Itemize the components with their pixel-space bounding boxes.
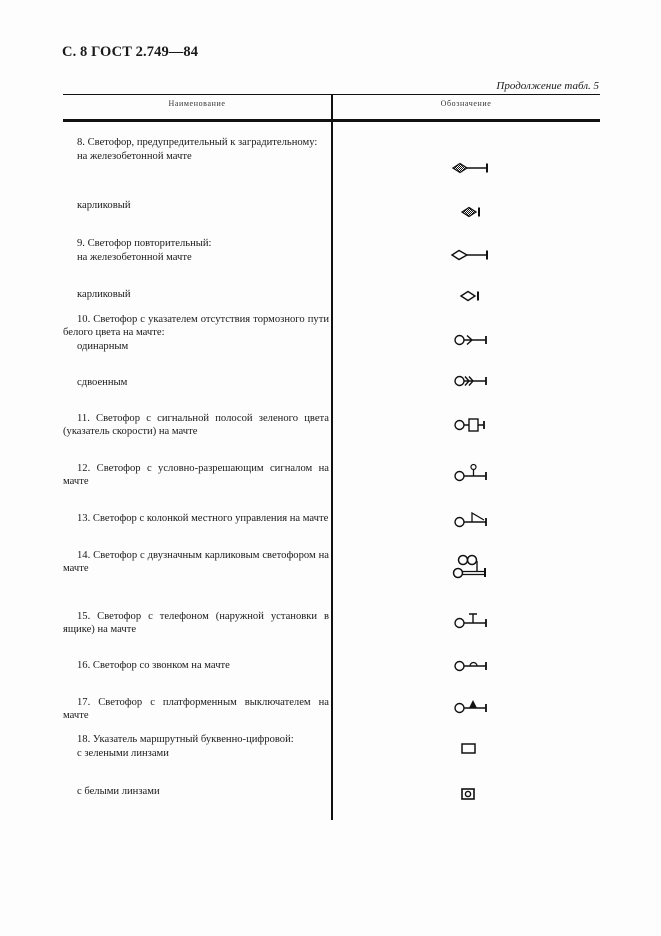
filled-diamond-dwarf-icon <box>461 206 483 218</box>
table-row <box>63 237 329 264</box>
circle-rectangle-mast-icon <box>454 416 488 432</box>
circle-flag-mast-icon <box>454 511 488 529</box>
table-row <box>63 659 329 672</box>
rectangle-with-circle-icon <box>461 788 477 800</box>
row-title: 10. Светофор с указателем отсутствия тормозного пути белого цвета на мачте: <box>63 314 329 338</box>
row-subitem: на железобетонной мачте <box>77 252 192 263</box>
row-title: 18. Указатель маршрутный буквенно-цифровой: <box>77 734 294 745</box>
column-divider <box>331 94 333 820</box>
circle-single-arrow-mast-icon <box>454 333 488 347</box>
row-subitem: карликовый <box>77 289 131 300</box>
row-subitem: на железобетонной мачте <box>77 151 192 162</box>
row-subitem: с зелеными линзами <box>77 748 169 759</box>
row-title: 17. Светофор с платформенным выключателем на мачте <box>63 697 329 721</box>
table-row <box>63 136 329 163</box>
column-header-symbol: Обозначение <box>440 99 492 108</box>
table-row <box>63 610 329 636</box>
table-row <box>63 733 329 760</box>
row-title: 8. Светофор, предупредительный к заградительному: <box>77 137 318 148</box>
circle-platform-switch-mast-icon <box>454 698 488 714</box>
hollow-diamond-dwarf-icon <box>460 290 482 302</box>
row-title: 13. Светофор с колонкой местного управления на мачте <box>77 513 329 524</box>
table-row <box>63 412 329 438</box>
row-title: 11. Светофор с сигнальной полосой зеленого цвета (указатель скорости) на мачте <box>63 413 329 437</box>
circle-telephone-mast-icon <box>454 612 488 630</box>
circle-small-lamp-mast-icon <box>454 463 488 483</box>
filled-diamond-mast-icon <box>452 162 492 174</box>
row-subitem: сдвоенным <box>77 377 128 388</box>
table-row <box>63 696 329 722</box>
table-row <box>63 512 329 525</box>
row-subitem: с белыми линзами <box>77 786 160 797</box>
page-header: С. 8 ГОСТ 2.749—84 <box>62 44 199 60</box>
row-subitem: одинарным <box>77 341 129 352</box>
row-title: 15. Светофор с телефоном (наружной установки в ящике) на мачте <box>63 611 329 635</box>
row-title: 12. Светофор с условно-разрешающим сигналом на мачте <box>63 463 329 487</box>
row-title: 16. Светофор со звонком на мачте <box>77 660 230 671</box>
circle-bell-mast-icon <box>454 658 488 672</box>
table-row <box>63 462 329 488</box>
row-title: 9. Светофор повторительный: <box>77 238 212 249</box>
row-subitem: карликовый <box>77 200 131 211</box>
circle-double-arrow-mast-icon <box>454 374 488 388</box>
row-title: 14. Светофор с двузначным карликовым светофором на мачте <box>63 550 329 574</box>
empty-rectangle-icon <box>461 743 477 754</box>
circle-dual-dwarf-mast-icon <box>453 554 489 580</box>
table-row <box>63 313 329 353</box>
continuation-label: Продолжение табл. 5 <box>496 80 599 92</box>
hollow-diamond-mast-icon <box>451 249 491 261</box>
column-header-name: Наименование <box>168 99 226 108</box>
table-row <box>63 549 329 575</box>
